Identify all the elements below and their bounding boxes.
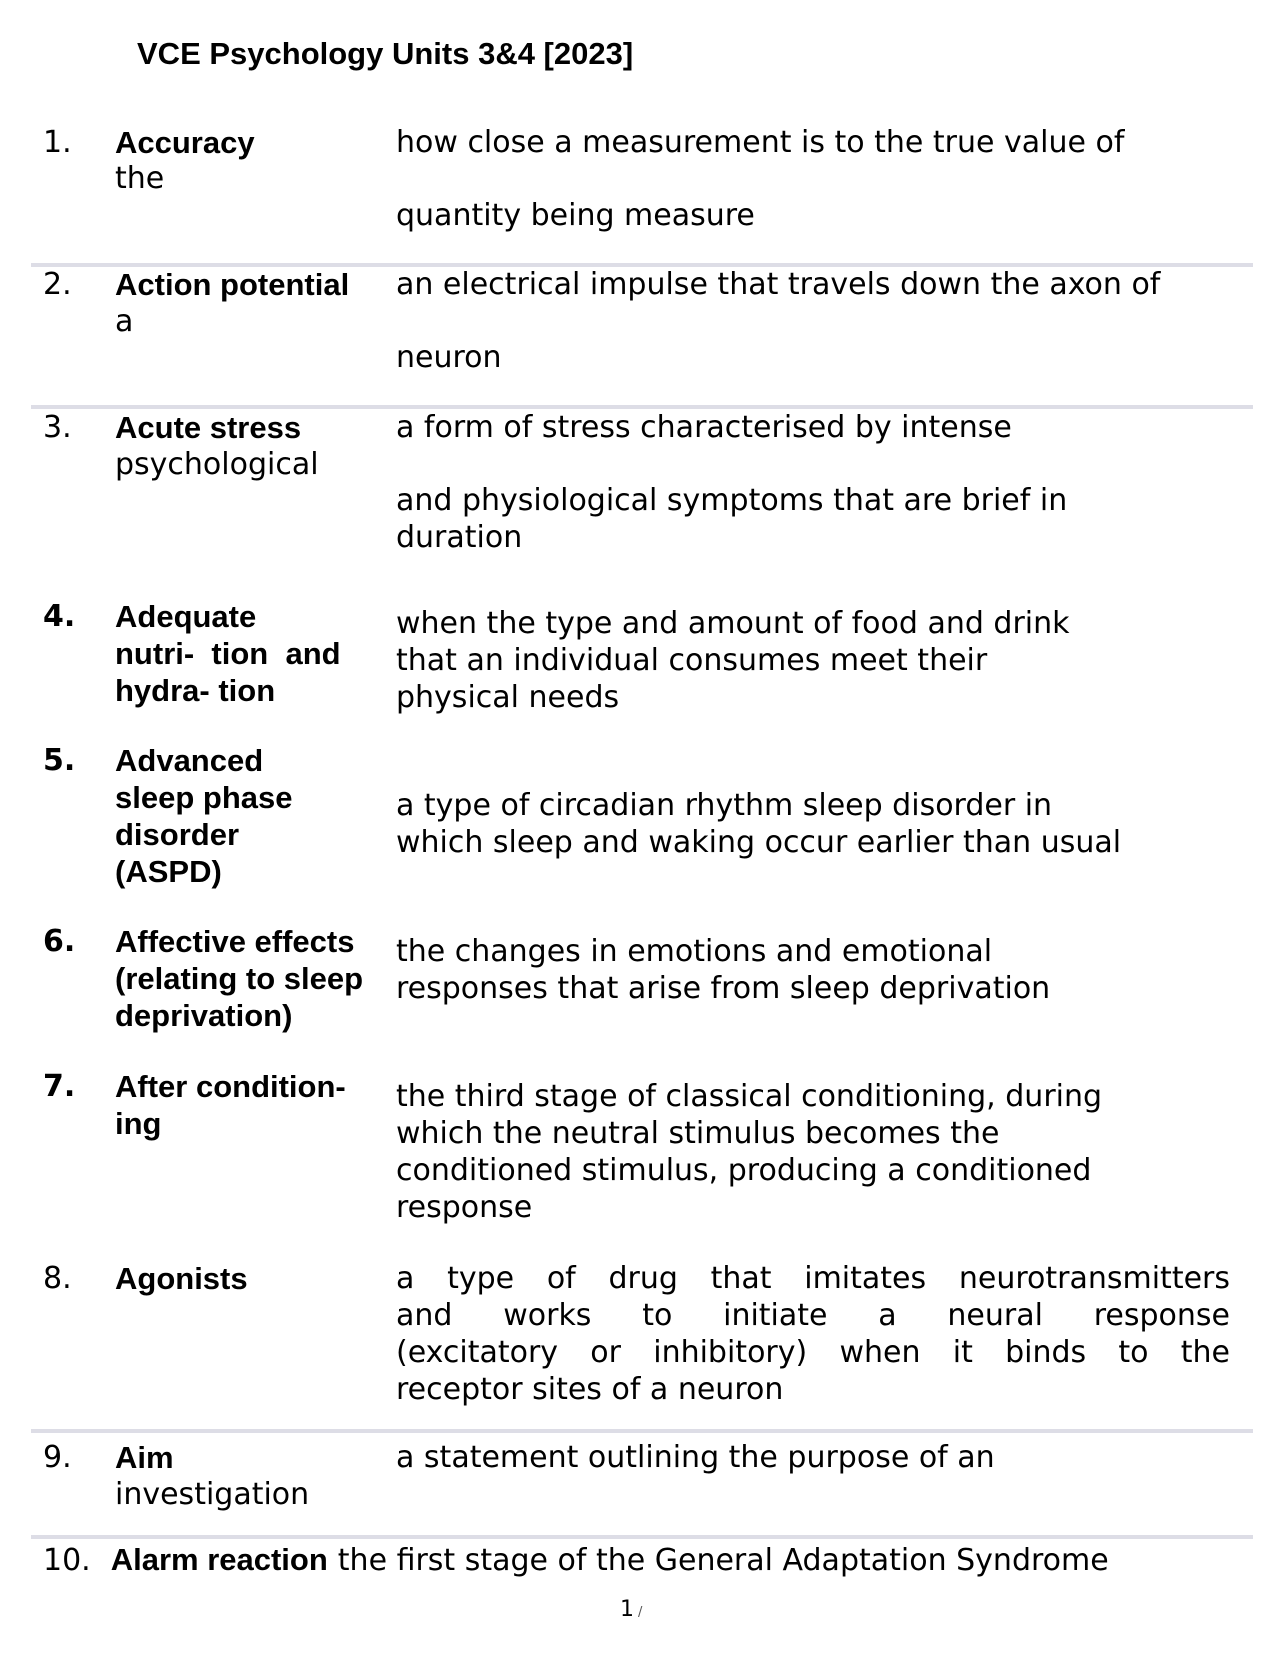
entry-term-continuation: investigation [115,1477,310,1512]
entry-definition-line: and physiological symptoms that are brief in [396,483,1068,518]
entry-definition-line: a form of stress characterised by intense [396,410,1012,445]
entry-number: 1. [43,125,72,160]
entry-term-continuation: the [115,161,165,196]
entry-number: 8. [43,1261,72,1296]
entry-number: 4. [43,599,76,634]
entry-definition-line: the first stage of the General Adaptation Syndrome [337,1543,1109,1578]
entry-number: 9. [43,1440,72,1475]
entry-term-continuation: psychological [115,447,319,482]
entry-definition-line: how close a measurement is to the true value of [396,125,1125,160]
entry-definition-line: physical needs [396,680,620,715]
entry-definition-line: which the neutral stimulus becomes the [396,1116,1000,1151]
page-title: VCE Psychology Units 3&4 [2023] [137,36,634,71]
entry-definition-line: conditioned stimulus, producing a conditioned [396,1153,1092,1188]
page-number-suffix: / [638,1605,643,1620]
entry-definition-line: the changes in emotions and emotional [396,934,993,969]
page-number [620,1595,642,1628]
entry-definition-line: the third stage of classical conditioning, during [396,1079,1103,1114]
entry-number: 2. [43,267,72,302]
entry-term-line: Affective effects [115,924,355,959]
entry-definition-line: receptor sites of a neuron [396,1372,784,1407]
row-divider [31,1535,1253,1539]
entry-number: 5. [43,743,76,778]
entry-term: Accuracy [115,125,255,160]
entry-definition-line: when the type and amount of food and drink [396,606,1070,641]
entry-term-line: (relating to sleep [115,961,364,996]
entry-term-continuation: a [115,304,134,339]
entry-term-line: Advanced [115,743,264,778]
entry-definition-line: responses that arise from sleep deprivation [396,971,1051,1006]
entry-term: Alarm reaction [110,1542,328,1577]
entry-term-line: Adequate [115,599,257,634]
entry-definition-line: a type of circadian rhythm sleep disorder in [396,788,1053,823]
entry-term-line: hydra- tion [115,673,276,708]
entry-number: 10. [43,1543,91,1578]
entry-definition-line: duration [396,520,523,555]
entry-row [43,1541,1109,1579]
entry-definition-line: quantity being measure [396,198,755,233]
entry-term: Action potential [115,267,350,302]
page-number-value: 1 [620,1597,634,1622]
entry-definition-line: (excitatory or inhibitory) when it binds to the [396,1335,1230,1370]
entry-term-line: (ASPD) [115,854,222,889]
entry-definition-line: a statement outlining the purpose of an [396,1440,995,1475]
entry-definition-line: neuron [396,340,502,375]
entry-definition-line: that an individual consumes meet their [396,643,988,678]
entry-term-line: sleep phase [115,780,293,815]
entry-definition-line: a type of drug that imitates neurotransmitters [396,1261,1230,1296]
entry-number: 3. [43,410,72,445]
entry-term-line: deprivation) [115,998,293,1033]
entry-definition [396,1260,1230,1408]
entry-term-line: ing [115,1106,162,1141]
entry-definition-line: which sleep and waking occur earlier than usual [396,825,1122,860]
entry-term-line: nutri- tion and [115,636,341,671]
entry-number: 6. [43,924,76,959]
entry-term: Acute stress [115,410,302,445]
entry-number: 7. [43,1069,76,1104]
entry-term-line: disorder [115,817,240,852]
row-divider [31,1429,1253,1433]
entry-definition-line: an electrical impulse that travels down the axon of [396,267,1161,302]
entry-term: Agonists [115,1261,248,1296]
entry-term: Aim [115,1440,174,1475]
entry-definition-line: response [396,1190,533,1225]
entry-term-line: After condition- [115,1069,346,1104]
entry-definition-line: and works to initiate a neural response [396,1298,1230,1333]
